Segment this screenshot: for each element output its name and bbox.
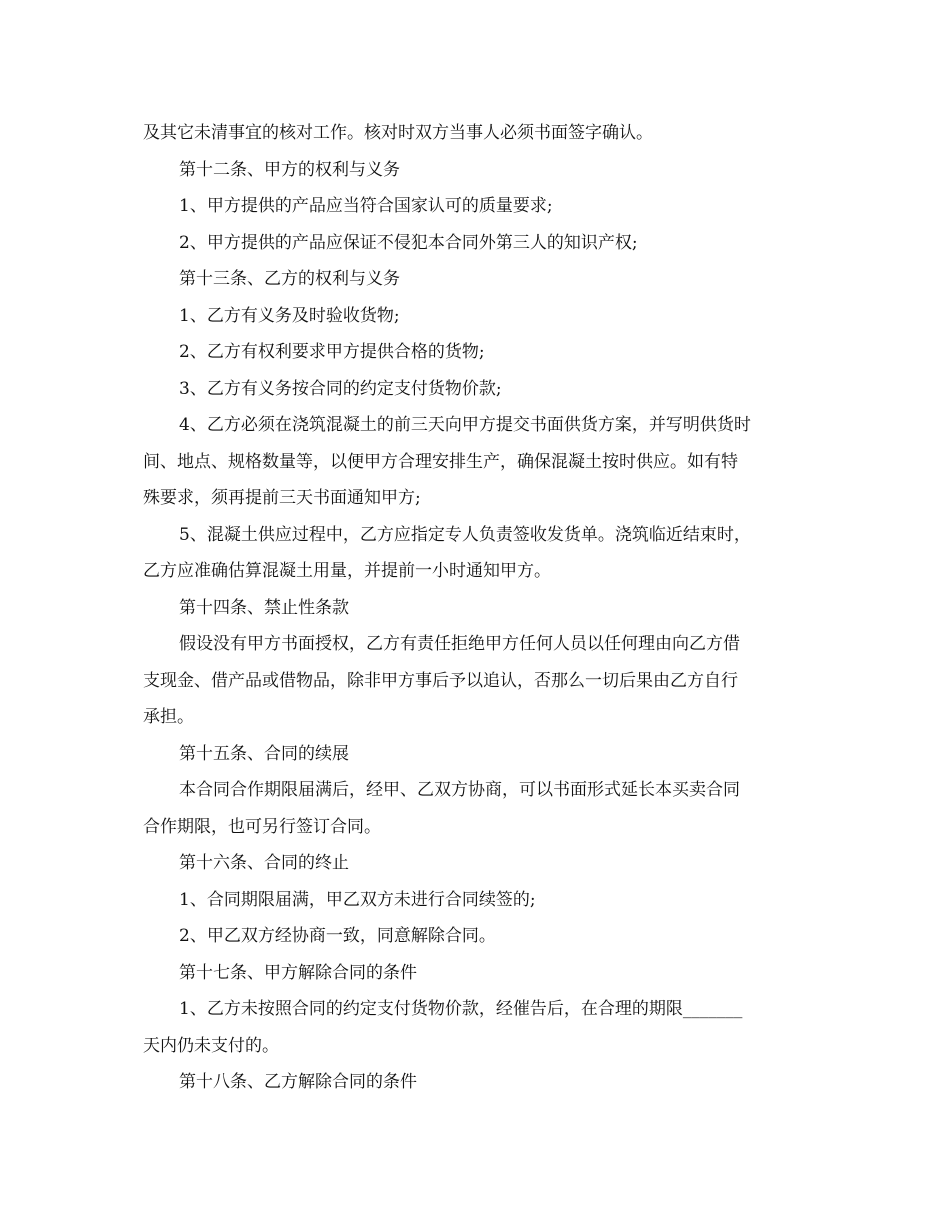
paragraph-line: 支现金、借产品或借物品，除非甲方事后予以追认，否那么一切后果由乙方自行 bbox=[143, 670, 738, 691]
paragraph-line: 天内仍未支付的。 bbox=[143, 1035, 279, 1056]
document-body bbox=[143, 115, 803, 1101]
paragraph-line: 3、乙方有义务按合同的约定支付货物价款; bbox=[179, 378, 502, 399]
paragraph-line: 间、地点、规格数量等，以便甲方合理安排生产，确保混凝土按时供应。如有特 bbox=[143, 451, 738, 472]
paragraph-line: 2、甲方提供的产品应保证不侵犯本合同外第三人的知识产权; bbox=[179, 232, 638, 253]
paragraph-line: 承担。 bbox=[143, 707, 194, 727]
paragraph-line: 假设没有甲方书面授权，乙方有责任拒绝甲方任何人员以任何理由向乙方借 bbox=[179, 634, 740, 654]
section-heading-12: 第十二条、甲方的权利与义务 bbox=[179, 159, 400, 180]
paragraph-line: 1、甲方提供的产品应当符合国家认可的质量要求; bbox=[179, 196, 553, 216]
paragraph-line: 合作期限，也可另行签订合同。 bbox=[143, 816, 381, 837]
section-heading-15: 第十五条、合同的续展 bbox=[179, 743, 349, 764]
section-heading-13: 第十三条、乙方的权利与义务 bbox=[179, 269, 400, 289]
paragraph-line: 乙方应准确估算混凝土用量，并提前一小时通知甲方。 bbox=[143, 561, 551, 581]
paragraph-line: 殊要求，须再提前三天书面通知甲方; bbox=[143, 488, 421, 508]
section-heading-18: 第十八条、乙方解除合同的条件 bbox=[179, 1072, 417, 1092]
paragraph-line: 及其它未清事宜的核对工作。核对时双方当事人必须书面签字确认。 bbox=[143, 123, 653, 143]
paragraph-line: 1、乙方未按照合同的约定支付货物价款，经催告后，在合理的期限_______ bbox=[179, 999, 743, 1019]
paragraph-line: 2、甲乙双方经协商一致，同意解除合同。 bbox=[179, 926, 496, 946]
section-heading-16: 第十六条、合同的终止 bbox=[179, 853, 349, 873]
section-heading-17: 第十七条、甲方解除合同的条件 bbox=[179, 962, 417, 983]
paragraph-line: 1、合同期限届满，甲乙双方未进行合同续签的; bbox=[179, 889, 536, 910]
paragraph-line: 本合同合作期限届满后，经甲、乙双方协商，可以书面形式延长本买卖合同 bbox=[179, 780, 740, 800]
paragraph-line: 2、乙方有权利要求甲方提供合格的货物; bbox=[179, 342, 485, 362]
section-heading-14: 第十四条、禁止性条款 bbox=[179, 597, 349, 618]
paragraph-line: 5、混凝土供应过程中，乙方应指定专人负责签收发货单。浇筑临近结束时， bbox=[179, 524, 751, 545]
paragraph-line: 1、乙方有义务及时验收货物; bbox=[179, 305, 400, 326]
paragraph-line: 4、乙方必须在浇筑混凝土的前三天向甲方提交书面供货方案，并写明供货时 bbox=[179, 415, 751, 435]
